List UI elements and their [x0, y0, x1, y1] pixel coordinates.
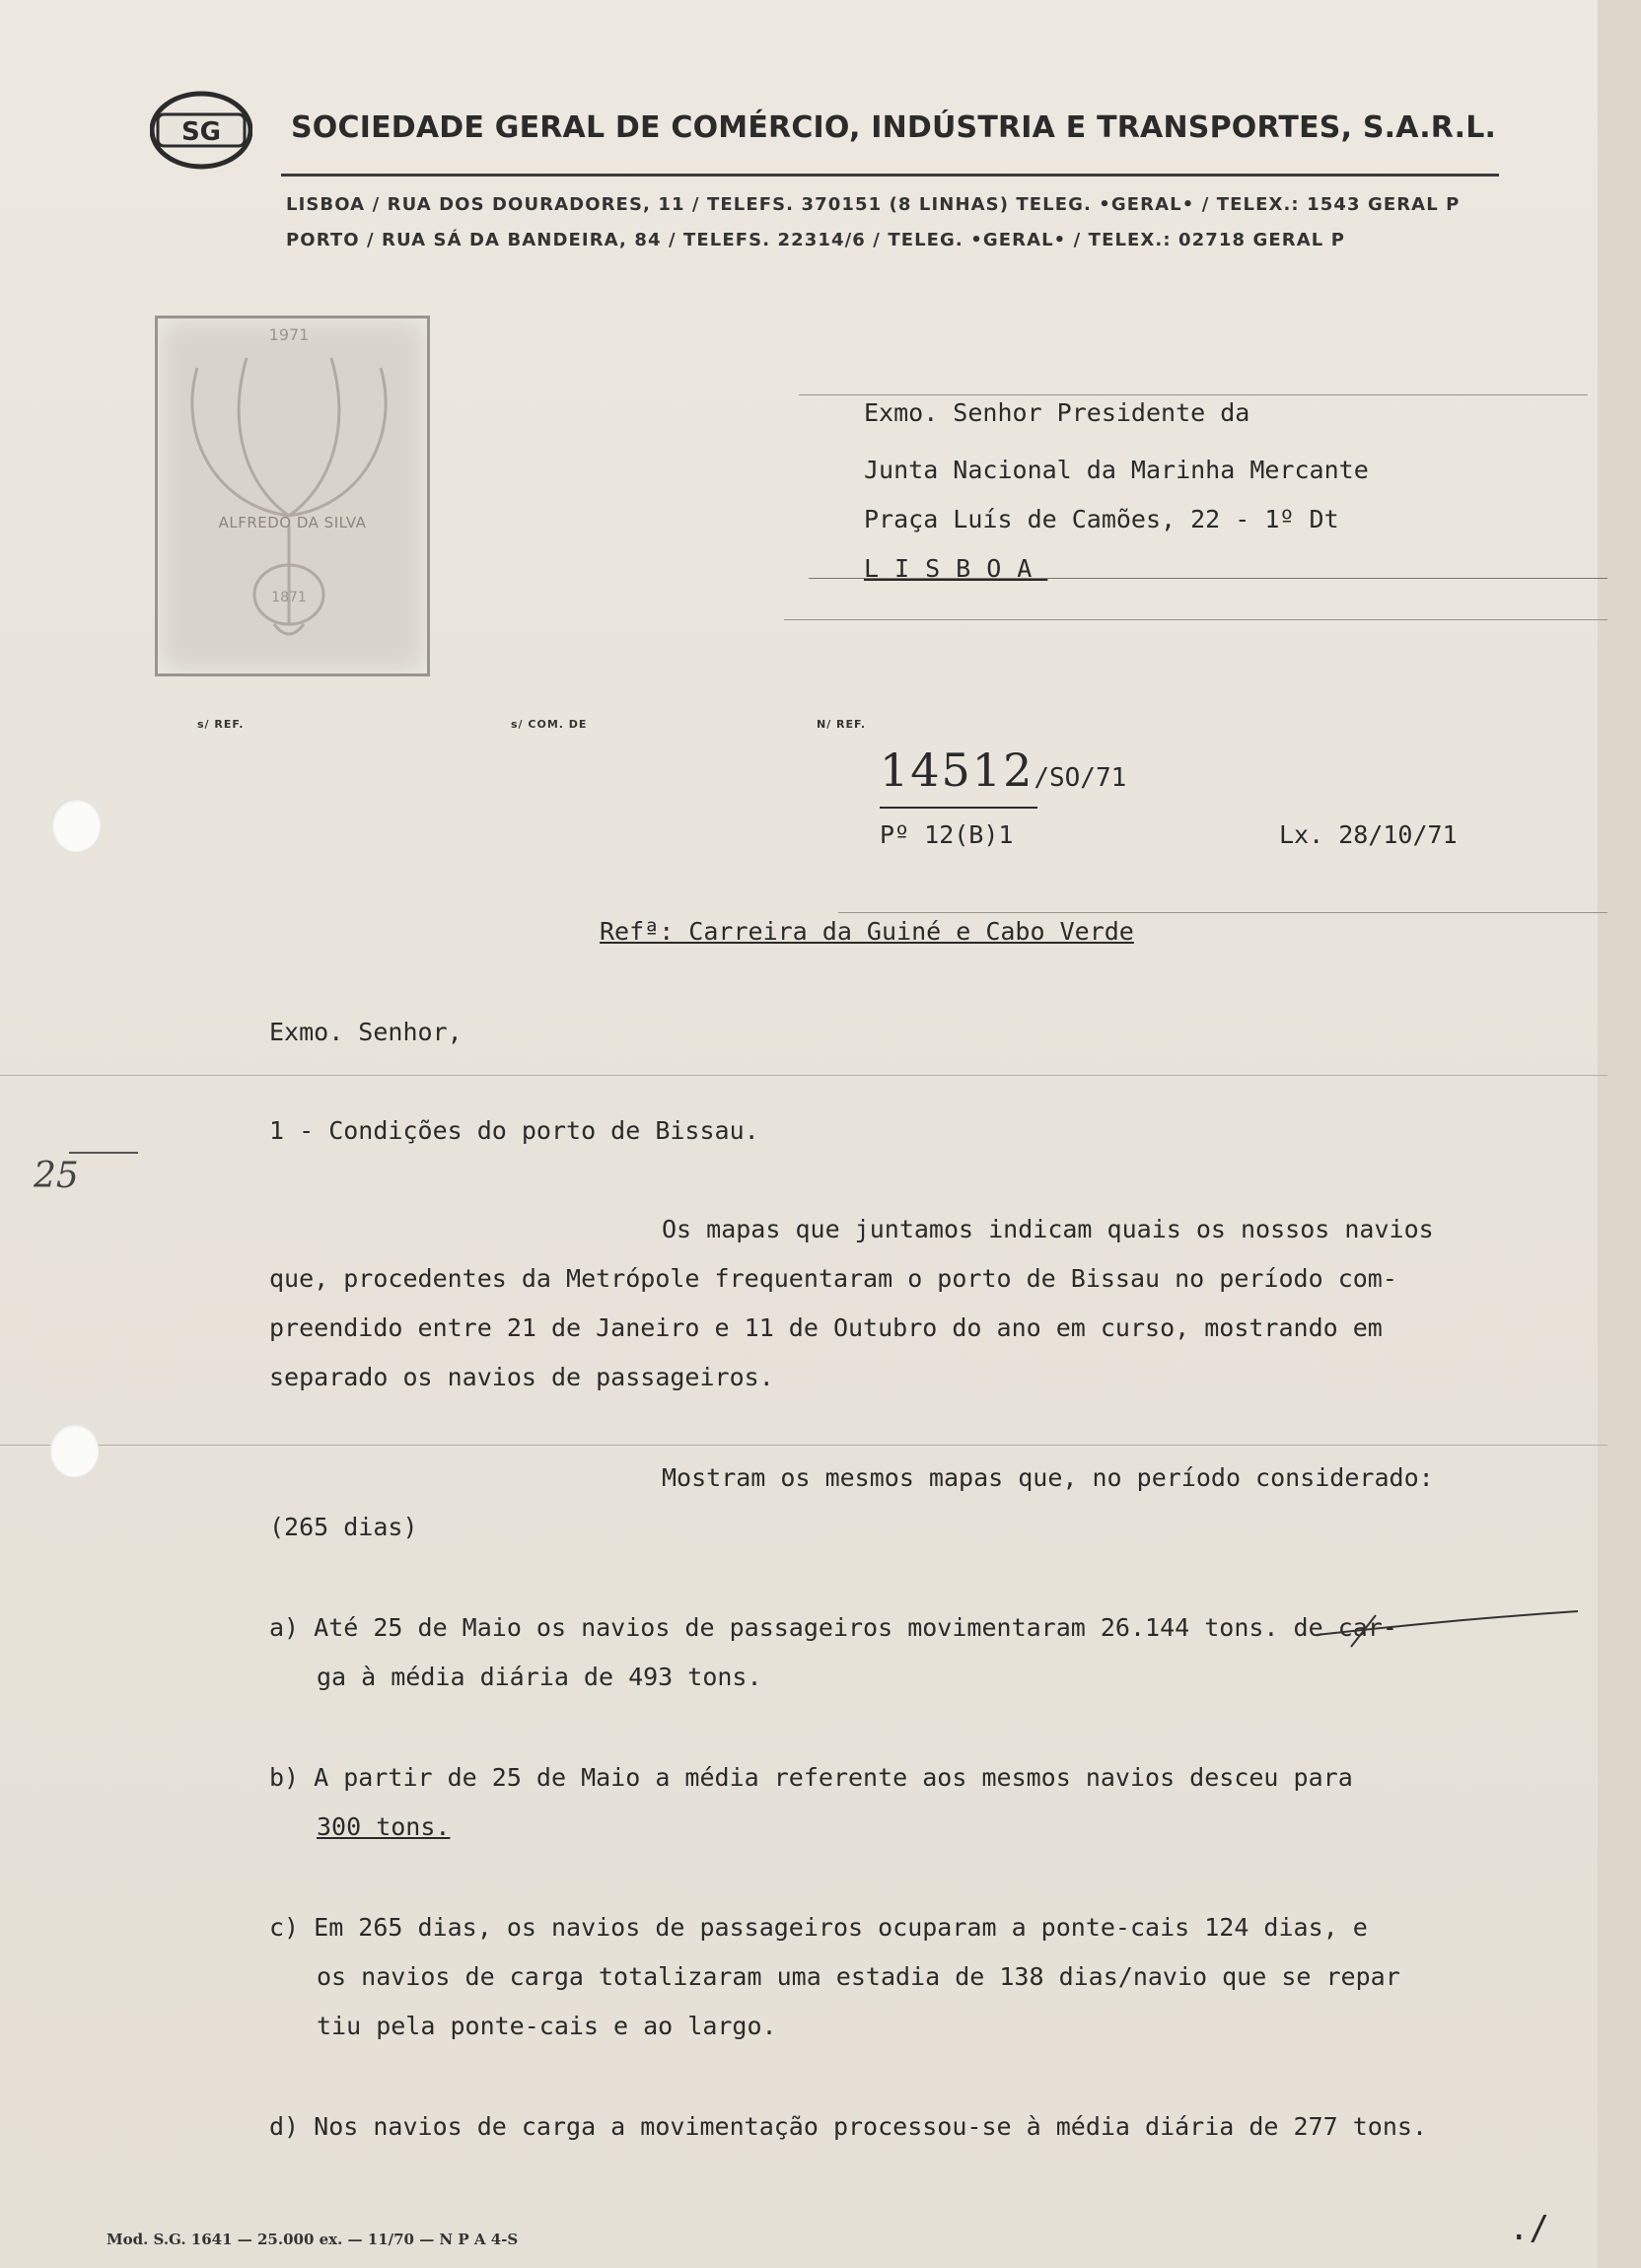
process-number: Pº 12(B)1 — [880, 820, 1014, 849]
section-1-title: 1 - Condições do porto de Bissau. — [269, 1116, 759, 1145]
porto-address: PORTO / RUA SÁ DA BANDEIRA, 84 / TELEFS. 22314/6 / TELEG. •GERAL• / TELEX.: 02718 GERAL P — [286, 230, 1345, 250]
stamp-name: ALFREDO DA SILVA — [218, 514, 367, 532]
addressee-line-2: Junta Nacional da Marinha Mercante — [864, 456, 1369, 484]
underlying-page-edge — [1598, 0, 1641, 2268]
paper-fold-line — [0, 1445, 1607, 1446]
logo-text: SG — [180, 117, 222, 147]
paragraph-1-line-1: Os mapas que juntamos indicam quais os nossos navios — [662, 1215, 1434, 1243]
letter-date: Lx. 28/10/71 — [1279, 820, 1458, 849]
paper-overlap-line — [838, 912, 1607, 913]
item-b-line-1: b) A partir de 25 de Maio a média referente aos mesmos navios desceu para — [269, 1763, 1353, 1792]
paragraph-1-line-4: separado os navios de passageiros. — [269, 1363, 774, 1391]
punch-hole — [51, 799, 101, 852]
punch-hole — [49, 1424, 99, 1477]
paper-overlap-line — [799, 394, 1588, 395]
paper-fold-line — [0, 1075, 1607, 1076]
ref-number-value: 14512 — [880, 744, 1035, 797]
subject-line: Refª: Carreira da Guiné e Cabo Verde — [600, 917, 1134, 946]
margin-note-stroke — [69, 1152, 138, 1154]
salutation: Exmo. Senhor, — [269, 1018, 463, 1046]
ref-number-suffix: /SO/71 — [1034, 763, 1127, 793]
item-c-line-3: tiu pela ponte-cais e ao largo. — [317, 2012, 777, 2040]
addressee-line-1: Exmo. Senhor Presidente da — [864, 398, 1250, 427]
lisboa-address: LISBOA / RUA DOS DOURADORES, 11 / TELEFS. 370151 (8 LINHAS) TELEG. •GERAL• / TELEX.: 1543 GERAL P — [286, 194, 1461, 215]
paragraph-1-line-2: que, procedentes da Metrópole frequentaram o porto de Bissau no período com- — [269, 1264, 1397, 1293]
addressee-line-3: Praça Luís de Camões, 22 - 1º Dt — [864, 505, 1339, 533]
commemorative-stamp — [155, 316, 430, 676]
item-b-line-2: 300 tons. — [317, 1812, 451, 1841]
letterhead-rule — [281, 174, 1499, 177]
stamp-year-top: 1971 — [268, 325, 310, 344]
paper-overlap-line — [784, 619, 1607, 620]
paragraph-2-line-2: (265 dias) — [269, 1513, 418, 1541]
paragraph-1-line-3: preendido entre 21 de Janeiro e 11 de Outubro do ano em curso, mostrando em — [269, 1313, 1383, 1342]
laurel-wreath-icon — [158, 319, 421, 668]
reference-underline — [880, 807, 1037, 809]
your-com-label: s/ COM. DE — [511, 718, 588, 731]
pen-strike-mark — [1312, 1607, 1588, 1657]
addressee-city: LISBOA — [864, 554, 1048, 583]
item-c-line-1: c) Em 265 dias, os navios de passageiros ocuparam a ponte-cais 124 dias, e — [269, 1913, 1368, 1942]
your-ref-label: s/ REF. — [197, 718, 245, 731]
reference-number — [880, 744, 1126, 797]
company-name: SOCIEDADE GERAL DE COMÉRCIO, INDÚSTRIA E TRANSPORTES, S.A.R.L. — [291, 110, 1497, 145]
item-d-line-1: d) Nos navios de carga a movimentação processou-se à média diária de 277 tons. — [269, 2112, 1427, 2141]
stamp-year-bottom: 1871 — [271, 590, 307, 605]
paragraph-2-line-1: Mostram os mesmos mapas que, no período considerado: — [662, 1463, 1434, 1492]
margin-note: 25 — [34, 1156, 79, 1196]
item-a-line-1: a) Até 25 de Maio os navios de passageiros movimentaram 26.144 tons. de car- — [269, 1613, 1397, 1642]
item-a-line-2: ga à média diária de 493 tons. — [317, 1663, 762, 1691]
company-logo-icon — [150, 91, 252, 170]
continuation-mark: ./ — [1509, 2209, 1549, 2248]
our-ref-label: N/ REF. — [817, 718, 867, 731]
form-footer: Mod. S.G. 1641 — 25.000 ex. — 11/70 — N P A 4-S — [107, 2231, 519, 2248]
item-c-line-2: os navios de carga totalizaram uma estadia de 138 dias/navio que se repar — [317, 1962, 1400, 1991]
